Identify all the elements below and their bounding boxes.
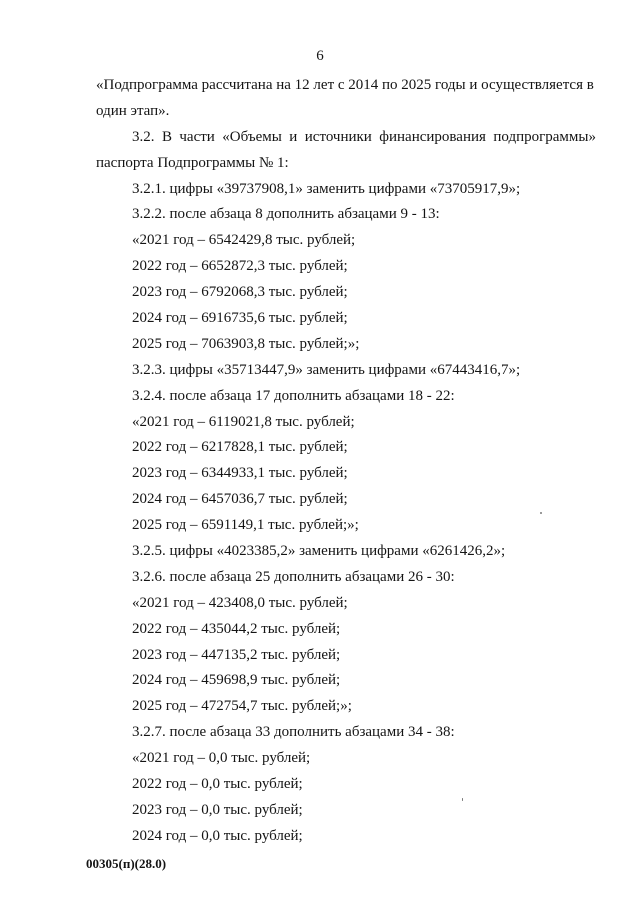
page-number: 6	[316, 48, 324, 64]
text-line-13: 3.2.4. после абзаца 17 дополнить абзацами 18 - 22:	[132, 387, 455, 404]
text-line-14: «2021 год – 6119021,8 тыс. рублей;	[132, 413, 355, 430]
text-line-29: 2023 год – 0,0 тыс. рублей;	[132, 801, 303, 818]
document-body	[96, 73, 596, 850]
document-code: 00305(п)(28.0)	[86, 856, 167, 871]
text-line-30: 2024 год – 0,0 тыс. рублей;	[132, 827, 303, 844]
text-line-27: «2021 год – 0,0 тыс. рублей;	[132, 750, 311, 767]
text-line-10: 2024 год – 6916735,6 тыс. рублей;	[132, 310, 348, 327]
text-line-24: 2024 год – 459698,9 тыс. рублей;	[132, 672, 341, 689]
text-line-19: 3.2.5. цифры «4023385,2» заменить цифрами «6261426,2»;	[132, 543, 506, 560]
scan-speck	[462, 798, 463, 801]
text-line-23: 2023 год – 447135,2 тыс. рублей;	[132, 646, 341, 663]
text-line-05: 3.2.1. цифры «39737908,1» заменить цифрами «73705917,9»;	[132, 180, 521, 197]
text-line-21: «2021 год – 423408,0 тыс. рублей;	[132, 594, 348, 611]
text-line-17: 2024 год – 6457036,7 тыс. рублей;	[132, 491, 348, 508]
text-line-16: 2023 год – 6344933,1 тыс. рублей;	[132, 465, 348, 482]
text-line-07: «2021 год – 6542429,8 тыс. рублей;	[132, 232, 356, 249]
text-line-09: 2023 год – 6792068,3 тыс. рублей;	[132, 284, 348, 301]
text-line-03: 3.2. В части «Объемы и источники финансирования подпрограммы»	[132, 128, 596, 145]
text-line-11: 2025 год – 7063903,8 тыс. рублей;»;	[132, 335, 360, 352]
text-line-01: «Подпрограмма рассчитана на 12 лет с 2014 по 2025 годы и осуществляется в	[96, 77, 594, 93]
text-line-25: 2025 год – 472754,7 тыс. рублей;»;	[132, 698, 352, 715]
text-line-15: 2022 год – 6217828,1 тыс. рублей;	[132, 439, 348, 456]
text-line-06: 3.2.2. после абзаца 8 дополнить абзацами 9 - 13:	[132, 206, 440, 223]
text-line-22: 2022 год – 435044,2 тыс. рублей;	[132, 620, 341, 637]
text-line-28: 2022 год – 0,0 тыс. рублей;	[132, 776, 303, 793]
text-line-20: 3.2.6. после абзаца 25 дополнить абзацами 26 - 30:	[132, 568, 455, 585]
text-line-04: паспорта Подпрограммы № 1:	[96, 154, 289, 171]
scan-speck	[540, 512, 542, 514]
text-line-08: 2022 год – 6652872,3 тыс. рублей;	[132, 258, 348, 275]
text-line-12: 3.2.3. цифры «35713447,9» заменить цифрами «67443416,7»;	[132, 361, 521, 378]
text-line-02: один этап».	[96, 102, 170, 119]
text-line-18: 2025 год – 6591149,1 тыс. рублей;»;	[132, 517, 359, 534]
text-line-26: 3.2.7. после абзаца 33 дополнить абзацами 34 - 38:	[132, 724, 455, 741]
